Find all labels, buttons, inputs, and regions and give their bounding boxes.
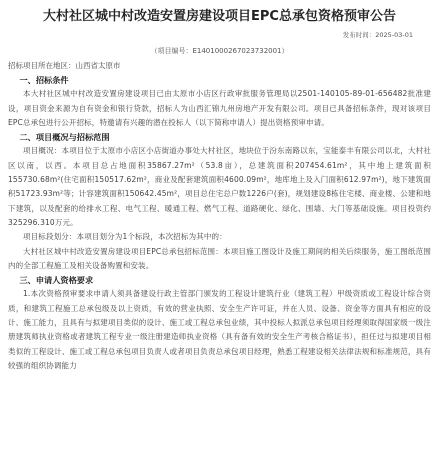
lot-division-paragraph: 项目标段划分：本项目划分为1个标段，本次招标为其中的：	[23, 232, 227, 242]
project-region: 招标项目所在地区：山西省太原市	[8, 61, 121, 70]
page-title: 大村社区城中村改造安置房建设项目EPC总承包资格预审公告	[43, 9, 396, 24]
section-heading-qualifications: 三、申请人资格要求	[19, 275, 94, 286]
scope-paragraph: 大村社区城中村改造安置房建设项目EPC总承包招标范围：本项目施工图设计及施工期间的相关后续服务，施工图纸范围内的全部工程施工及相关设备购置和安装。	[8, 246, 431, 270]
publish-date: 2025-03-01	[375, 31, 413, 39]
publish-date-row	[8, 31, 431, 40]
publish-date-label: 发布时间：	[342, 31, 376, 39]
conditions-paragraph: 本大村社区城中村改造安置房建设项目已由太原市小店区行政审批服务管理局以2501-140105-89-01-656482批准建设，项目资金来源为自有资金和银行贷款，招标人为山西汇锦九州房地产开发有限公司。项目已具备招标条件，现对该项目EPC总承包进行公开招标，特邀请有兴趣的潜在投标人（以下简称申请人）提出资格预审申请。	[8, 89, 431, 127]
qualifications-paragraph: 1.本次资格预审要求申请人须具备建设行政主管部门颁发的工程设计建筑行业（建筑工程）甲级资质或工程设计综合资质，和建筑工程施工总承包级及以上资质，有效的营业执照、安全生产许可证，并在人员、设备、资金等方面具有相应的设计、施工能力，且具有与拟建项目类似的设计、施工或工程总承包业绩，其中投标人拟派总承包项目经理须取得国家级一级注册建筑师执业资格或者建筑工程专业一级注册建造师执业资格（具有备有效的安全生产考核合格证书），担任过与拟建项目相类似的工程设计、施工或工程总承包项目负责人或者项目负责总承包项目经理，熟悉工程建设相关法律法规和标准规范，具有较强的组织协调能力	[8, 289, 431, 370]
project-number: （项目编号：E1401000267023732001）	[150, 47, 289, 55]
overview-paragraph: 项目概况：本项目位于太原市小店区小店街道办事处大村社区，地块位于汾东南路以东，宝能泰丰有限公司以北，大村社区以南，以西。本项目总占地面积35867.27m²（53.8亩），总建筑面积207454.61m²，其中地上建筑面积155730.68m²(住宅面积150517.62m²，商业及配套建筑面积4600.09m²，地库地上及入门面积612.97m²)，地下建筑面积51723.93m²等；计容建筑面积150642.45m²，项目总住宅总户数1226户(套)，规划建设8栋住宅楼、商业楼、公建和地下建筑，以及配套的给排水工程、电气工程、暖通工程、燃气工程、道路硬化、绿化、围墙、大门等基础设施。项目投资约325296.310万元。	[8, 146, 431, 227]
section-heading-overview: 二、项目概况与招标范围	[19, 132, 110, 143]
section-heading-conditions: 一、招标条件	[19, 75, 69, 85]
